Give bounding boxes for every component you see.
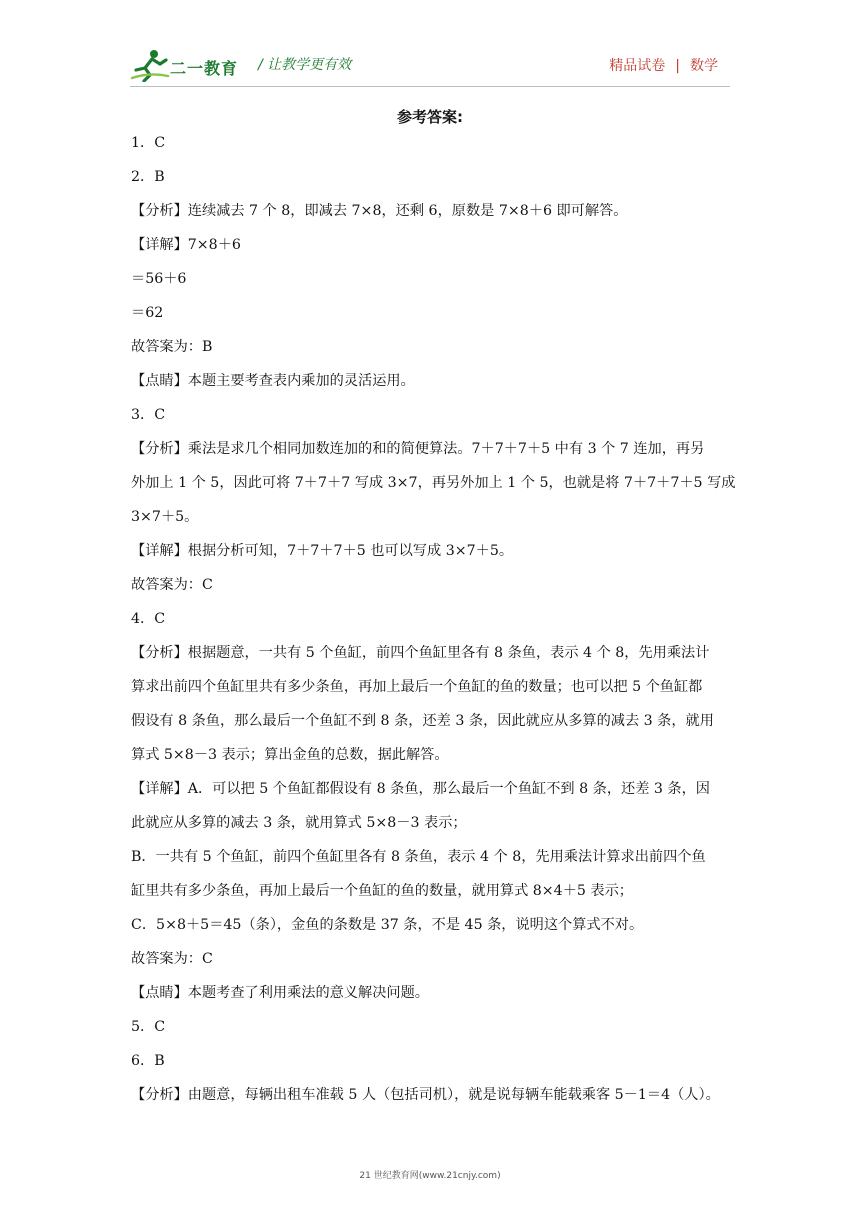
text-line: ＝56＋6 — [131, 271, 187, 287]
text-line: C．5×8＋5＝45（条），金鱼的条数是 37 条，不是 45 条，说明这个算式不对。 — [131, 917, 644, 933]
header-divider — [130, 86, 730, 87]
text-line: 故答案为：C — [131, 577, 213, 593]
text-line: 【分析】根据题意，一共有 5 个鱼缸，前四个鱼缸里各有 8 条鱼，表示 4 个 8，先用乘法计 — [131, 645, 710, 661]
text-line: 3．C — [131, 407, 166, 423]
text-line: 缸里共有多少条鱼，再加上最后一个鱼缸的鱼的数量，就用算式 8×4＋5 表示； — [131, 883, 633, 899]
text-line: 6．B — [131, 1053, 165, 1069]
text-line: 【详解】7×8＋6 — [131, 237, 241, 253]
text-line: B．一共有 5 个鱼缸，前四个鱼缸里各有 8 条鱼，表示 4 个 8，先用乘法计算求出前四个鱼 — [131, 849, 706, 865]
text-line: 【分析】由题意，每辆出租车准载 5 人（包括司机），就是说每辆车能载乘客 5－1＝4（人）。 — [131, 1087, 720, 1103]
text-line: 1．C — [131, 135, 166, 151]
text-line: 假设有 8 条鱼，那么最后一个鱼缸不到 8 条，还差 3 条，因此就应从多算的减去 3 条，就用 — [131, 713, 714, 729]
text-line: 4．C — [131, 611, 166, 627]
header-separator: | — [675, 58, 680, 74]
text-line: 2．B — [131, 169, 165, 185]
text-line: 算求出前四个鱼缸里共有多少条鱼，再加上最后一个鱼缸的鱼的数量；也可以把 5 个鱼缸都 — [131, 679, 703, 695]
text-line: 故答案为：C — [131, 951, 213, 967]
header-category — [609, 55, 718, 75]
text-line: ＝62 — [131, 305, 164, 321]
category-label: 精品试卷 — [609, 58, 666, 74]
header-slogan: / 让教学更有效 — [258, 57, 352, 73]
text-line: 【详解】A．可以把 5 个鱼缸都假设有 8 条鱼，那么最后一个鱼缸不到 8 条，还差 3 条，因 — [131, 781, 710, 797]
text-line: 此就应从多算的减去 3 条，就用算式 5×8－3 表示； — [131, 815, 467, 831]
brand-logo — [130, 48, 240, 82]
text-line: 【点睛】本题主要考查表内乘加的灵活运用。 — [131, 373, 415, 389]
text-line: 【详解】根据分析可知，7＋7＋7＋5 也可以写成 3×7＋5。 — [131, 543, 514, 559]
text-line: 算式 5×8－3 表示；算出金鱼的总数，据此解答。 — [131, 747, 449, 763]
text-line: 故答案为：B — [131, 339, 213, 355]
page-title: 参考答案: — [397, 108, 463, 126]
subject-label: 数学 — [690, 58, 718, 74]
page-header — [130, 44, 730, 88]
runner-logo-icon — [130, 48, 170, 82]
answer-content — [131, 132, 736, 1106]
page-footer: 21 世纪教育网(www.21cnjy.com) — [359, 1171, 501, 1181]
text-line: 外加上 1 个 5，因此可将 7＋7＋7 写成 3×7，再另外加上 1 个 5，也就是将 7＋7＋7＋5 写成 — [131, 475, 736, 491]
text-line: 【分析】乘法是求几个相同加数连加的和的简便算法。7＋7＋7＋5 中有 3 个 7 连加，再另 — [131, 441, 705, 457]
text-line: 【点睛】本题考查了利用乘法的意义解决问题。 — [131, 985, 429, 1001]
text-line: 5．C — [131, 1019, 166, 1035]
text-line: 【分析】连续减去 7 个 8，即减去 7×8，还剩 6，原数是 7×8＋6 即可解答。 — [131, 203, 628, 219]
logo-text: 二一教育 — [170, 59, 239, 78]
text-line: 3×7＋5。 — [131, 509, 199, 525]
